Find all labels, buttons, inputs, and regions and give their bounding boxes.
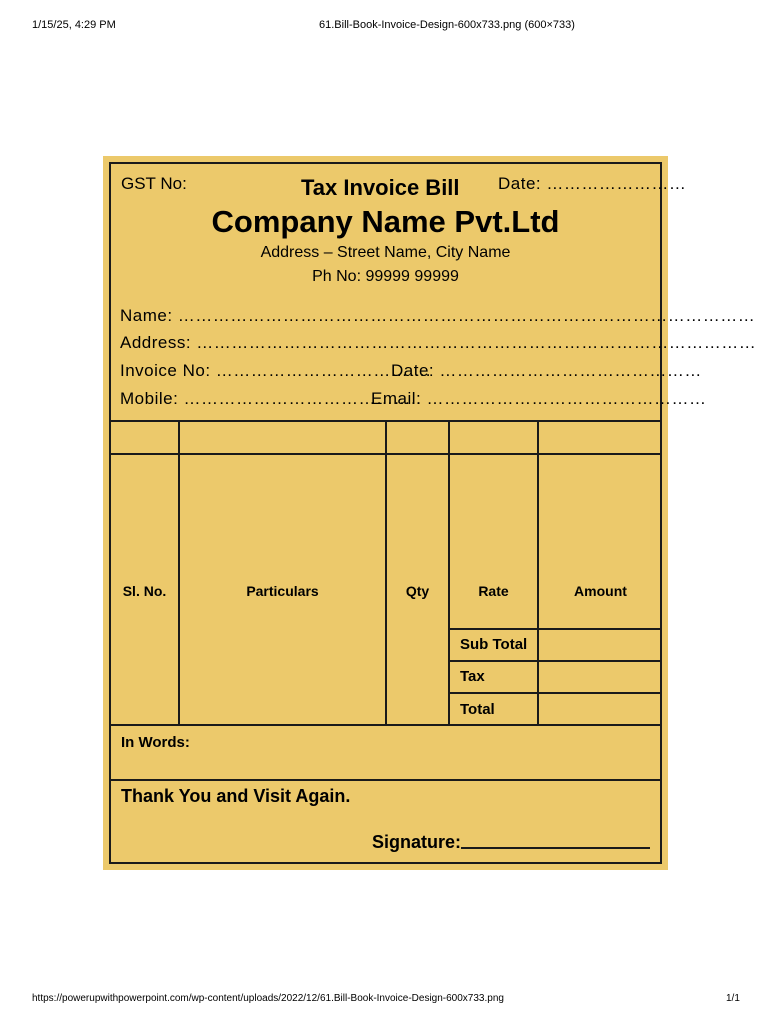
- customer-name-field: Name: ………………………………………………………………………………………: [120, 306, 756, 325]
- col-header-amount: Amount: [574, 583, 627, 599]
- col-header-rate: Rate: [478, 583, 509, 599]
- subtotal-top-line: [448, 628, 662, 630]
- top-date: Date: ……………………: [498, 174, 687, 193]
- company-address: Address – Street Name, City Name: [260, 244, 511, 261]
- invoice-sheet: [103, 156, 757, 870]
- tax-top-line: [448, 660, 662, 662]
- col-divider-3: [448, 420, 450, 726]
- customer-address-field: Address: ……………………………………………………………………………………: [120, 333, 757, 352]
- total-label: Total: [460, 701, 495, 718]
- col-divider-4: [537, 420, 539, 726]
- col-header-particulars: Particulars: [246, 583, 319, 599]
- signature-label: Signature:: [372, 832, 462, 852]
- subtotal-label: Sub Total: [460, 636, 528, 653]
- gst-label: GST No:: [121, 174, 187, 193]
- col-header-qty: Qty: [405, 583, 430, 599]
- in-words-label: In Words:: [121, 734, 190, 751]
- tax-label: Tax: [460, 668, 485, 685]
- print-page-number: 1/1: [726, 993, 740, 1004]
- col-divider-1: [178, 420, 180, 726]
- invoice-number-field: Invoice No: ……………………………….: [120, 361, 431, 380]
- col-header-sl-no: Sl. No.: [122, 583, 167, 599]
- total-top-line: [448, 692, 662, 694]
- doc-title: Tax Invoice Bill: [301, 175, 460, 200]
- invoice-date-field: Date: ………………………………………: [391, 361, 702, 380]
- company-phone: Ph No: 99999 99999: [312, 268, 459, 285]
- print-url: https://powerupwithpowerpoint.com/wp-content/uploads/2022/12/61.Bill-Book-Invoice-Design-600x733.png: [32, 993, 504, 1004]
- in-words-bottom-line: [109, 779, 662, 781]
- print-datetime: 1/15/25, 4:29 PM: [32, 19, 116, 31]
- thank-you-message: Thank You and Visit Again.: [121, 786, 351, 806]
- mobile-field: Mobile: …………………………………..: [120, 389, 422, 408]
- email-field: Email: …………………………………………: [371, 389, 707, 408]
- signature-line: [461, 847, 650, 849]
- company-name: Company Name Pvt.Ltd: [211, 204, 560, 239]
- col-divider-2: [385, 420, 387, 726]
- print-page-title: 61.Bill-Book-Invoice-Design-600x733.png (600×733): [319, 19, 575, 31]
